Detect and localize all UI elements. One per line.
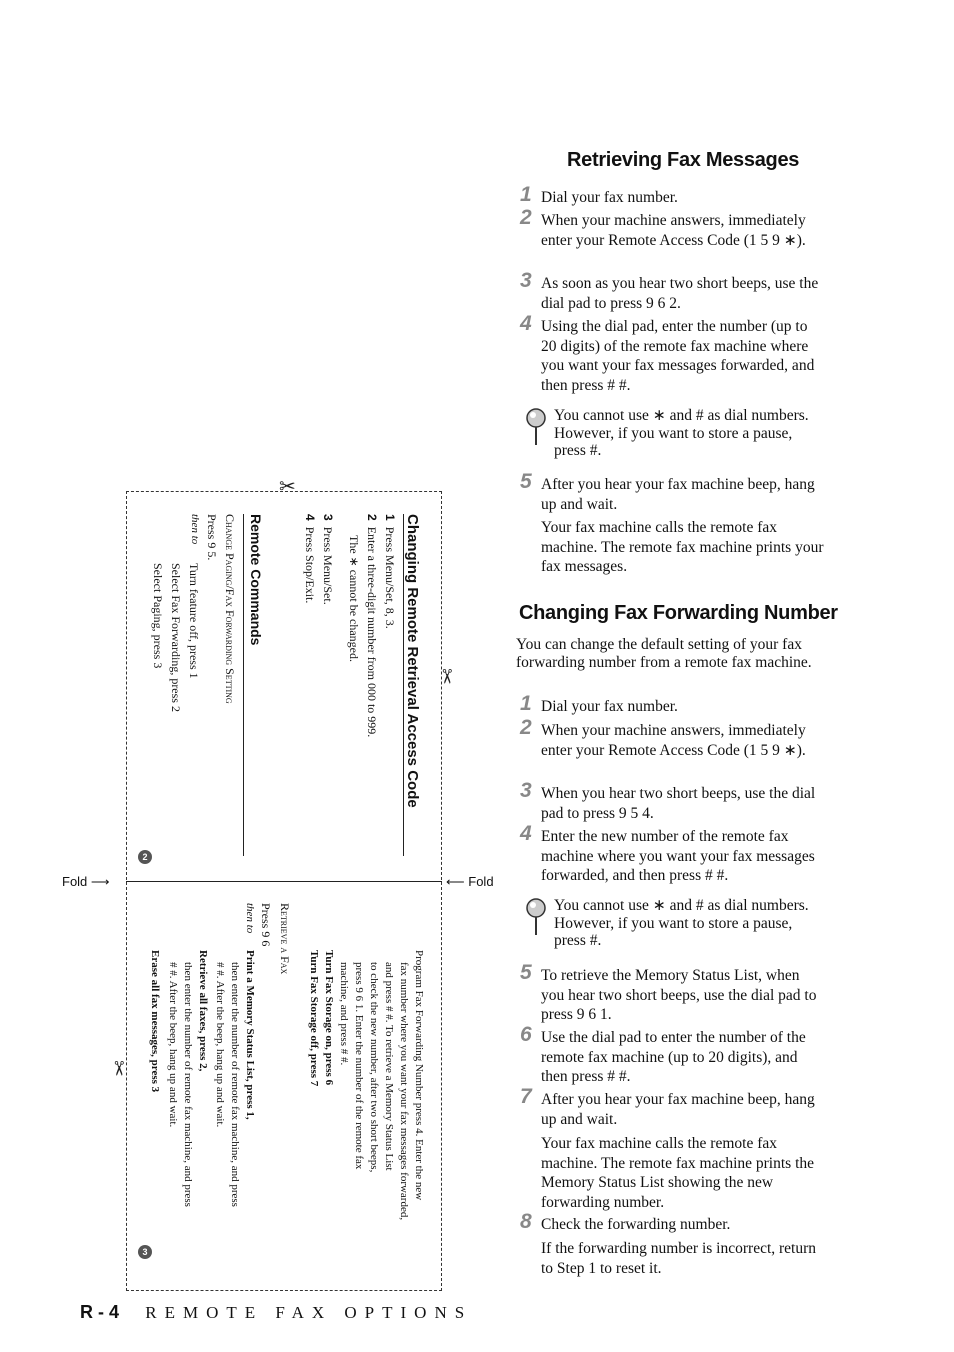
fold-text: Fold bbox=[468, 874, 494, 889]
item-text: Press Menu/Set, 8, 3. bbox=[383, 526, 397, 629]
card-line: then enter the number of remote fax machine, and press bbox=[229, 962, 241, 1207]
step-number: 4 bbox=[520, 312, 532, 335]
section-title-retrieving: Retrieving Fax Messages bbox=[567, 149, 800, 171]
card-option: Turn feature off, press 1 bbox=[187, 563, 201, 679]
check-paragraph: If the forwarding number is incorrect, return to Step 1 to reset it. bbox=[541, 1240, 817, 1277]
card-line: fax number where you want your fax messages forwarded, bbox=[398, 962, 410, 1221]
remote-commands-heading: Remote Commands bbox=[248, 514, 264, 646]
step-number: 5 bbox=[520, 961, 532, 984]
step-text: Enter the new number of the remote fax machine where you want your fax messages forwarded, and then press # #. bbox=[541, 828, 815, 884]
page-footer bbox=[80, 1302, 472, 1323]
step-text: When your machine answers, immediately enter your Remote Access Code (1 5 9 ∗). bbox=[541, 722, 806, 759]
item-text: Enter a three-digit number from 000 to 999. bbox=[365, 526, 379, 738]
card-line: Program Fax Forwarding Number press 4. Enter the new bbox=[413, 950, 425, 1201]
step-number: 4 bbox=[520, 822, 532, 845]
step-number: 1 bbox=[520, 692, 532, 715]
note-box bbox=[524, 407, 824, 460]
card-item-3 bbox=[320, 514, 335, 605]
step-4 bbox=[520, 312, 820, 395]
step-number: 7 bbox=[520, 1085, 532, 1108]
card-item-4 bbox=[302, 514, 317, 603]
chapter-title: REMOTE FAX OPTIONS bbox=[145, 1303, 473, 1322]
item-number: 3 bbox=[321, 514, 335, 521]
card-press: Press 9 6 bbox=[259, 903, 273, 947]
step-number: 3 bbox=[520, 269, 532, 292]
step-text: Dial your fax number. bbox=[541, 698, 678, 715]
card-option: Select Fax Forwarding, press 2 bbox=[169, 563, 183, 712]
card-line: # #. After the beep, hang up and wait. bbox=[167, 962, 179, 1128]
fold-label-right bbox=[446, 874, 494, 890]
card-item-2 bbox=[364, 514, 379, 737]
step-text: After you hear your fax machine beep, hang up and wait. bbox=[541, 476, 815, 513]
card-subheading: Change Paging/Fax Forwarding Setting bbox=[223, 514, 237, 704]
step-number: 2 bbox=[520, 716, 532, 739]
step-number: 5 bbox=[520, 470, 532, 493]
card-line: Erase all fax messages, press 3 bbox=[149, 950, 161, 1093]
note-text: You cannot use ∗ and # as dial numbers. However, if you want to store a pause, press #. bbox=[554, 407, 809, 459]
step-text: To retrieve the Memory Status List, when you hear two short beeps, use the dial pad to press 9 6 1. bbox=[541, 967, 817, 1023]
step-text: After you hear your fax machine beep, hang up and wait. bbox=[541, 1091, 815, 1128]
step-3 bbox=[520, 269, 820, 313]
result-paragraph: Your fax machine calls the remote fax machine. The remote fax machine prints your fax messages. bbox=[541, 519, 824, 575]
item-number: 2 bbox=[365, 514, 379, 521]
card-line: then enter the number of remote fax machine, and press bbox=[182, 962, 194, 1207]
item-number: 4 bbox=[303, 514, 317, 521]
card-heading: Changing Remote Retrieval Access Code bbox=[404, 514, 421, 808]
step-8 bbox=[520, 1210, 820, 1235]
step-text: As soon as you hear two short beeps, use the dial pad to press 9 6 2. bbox=[541, 275, 819, 312]
card-line: Retrieve all faxes, press 2, bbox=[197, 950, 209, 1072]
step-number: 3 bbox=[520, 779, 532, 802]
note-text: You cannot use ∗ and # as dial numbers. However, if you want to store a pause, press #. bbox=[554, 897, 809, 949]
card-line: machine, and press # #. bbox=[338, 962, 350, 1066]
step-1 bbox=[520, 692, 820, 717]
card-line: Turn Fax Storage off, press 7 bbox=[308, 950, 320, 1087]
note-box bbox=[524, 897, 824, 950]
pushpin-icon bbox=[524, 897, 550, 937]
card-item-1 bbox=[382, 514, 397, 629]
panel-badge: 3 bbox=[138, 1245, 152, 1259]
card-line: and press # #. To retrieve a Memory Status List bbox=[383, 962, 395, 1171]
card-line: Print a Memory Status List, press 1, bbox=[244, 950, 256, 1120]
step-4 bbox=[520, 822, 820, 886]
section-title-forwarding: Changing Fax Forwarding Number bbox=[519, 602, 838, 624]
scissors-icon: ✂ bbox=[106, 1060, 129, 1077]
page-number: R - 4 bbox=[80, 1302, 120, 1322]
heading-rule bbox=[403, 514, 404, 856]
card-item-note: The ∗ cannot be changed. bbox=[347, 535, 361, 663]
item-text: Press Menu/Set. bbox=[321, 526, 335, 605]
heading-rule bbox=[243, 514, 244, 856]
card-then-to: then to bbox=[244, 903, 256, 934]
item-text: Press Stop/Exit. bbox=[303, 526, 317, 604]
step-5 bbox=[520, 961, 820, 1025]
step-text: Check the forwarding number. bbox=[541, 1216, 731, 1233]
step-1 bbox=[520, 183, 820, 208]
step-number: 2 bbox=[520, 206, 532, 229]
pushpin-icon bbox=[524, 407, 550, 447]
fold-line bbox=[126, 881, 442, 882]
fold-label-left bbox=[62, 874, 110, 890]
step-2 bbox=[520, 206, 820, 250]
step-7 bbox=[520, 1085, 820, 1129]
step-number: 1 bbox=[520, 183, 532, 206]
step-text: Use the dial pad to enter the number of the remote fax machine (up to 20 digits), and then press # #. bbox=[541, 1029, 806, 1085]
step-text: When you hear two short beeps, use the dial pad to press 9 5 4. bbox=[541, 785, 816, 822]
card-option: Select Paging, press 3 bbox=[151, 563, 165, 669]
card-line: # #. After the beep, hang up and wait. bbox=[214, 962, 226, 1128]
card-line: Turn Fax Storage on, press 6 bbox=[323, 950, 335, 1086]
arrow-right-icon: ⟶ bbox=[90, 874, 110, 889]
card-subheading: Retrieve a Fax bbox=[278, 903, 292, 975]
card-then-to: then to bbox=[189, 514, 201, 545]
panel-badge: 2 bbox=[138, 850, 152, 864]
item-number: 1 bbox=[383, 514, 397, 521]
step-3 bbox=[520, 779, 820, 823]
arrow-left-icon: ⟵ bbox=[446, 874, 465, 889]
step-number: 6 bbox=[520, 1023, 532, 1046]
card-press: Press 9 5. bbox=[205, 514, 219, 561]
fold-text: Fold bbox=[62, 874, 88, 889]
card-line: to check the new number, after two short beeps, bbox=[368, 962, 380, 1173]
step-number: 8 bbox=[520, 1210, 532, 1233]
scissors-icon: ✂ bbox=[434, 668, 457, 685]
card-line: press 9 6 1. Enter the number of the remote fax bbox=[353, 962, 365, 1170]
step-text: Using the dial pad, enter the number (up to 20 digits) of the remote fax machine where you want your fax messages forwarded, and then press # #. bbox=[541, 318, 815, 394]
step-6 bbox=[520, 1023, 820, 1087]
scissors-icon: ✂ bbox=[279, 476, 296, 498]
step-text: When your machine answers, immediately enter your Remote Access Code (1 5 9 ∗). bbox=[541, 212, 806, 249]
step-2 bbox=[520, 716, 820, 760]
step-text: Dial your fax number. bbox=[541, 189, 678, 206]
intro-paragraph: You can change the default setting of your fax forwarding number from a remote fax machine. bbox=[516, 636, 812, 671]
result-paragraph: Your fax machine calls the remote fax machine. The remote fax machine prints the Memory Status List showing the new forwarding number. bbox=[541, 1135, 815, 1211]
step-5 bbox=[520, 470, 820, 514]
